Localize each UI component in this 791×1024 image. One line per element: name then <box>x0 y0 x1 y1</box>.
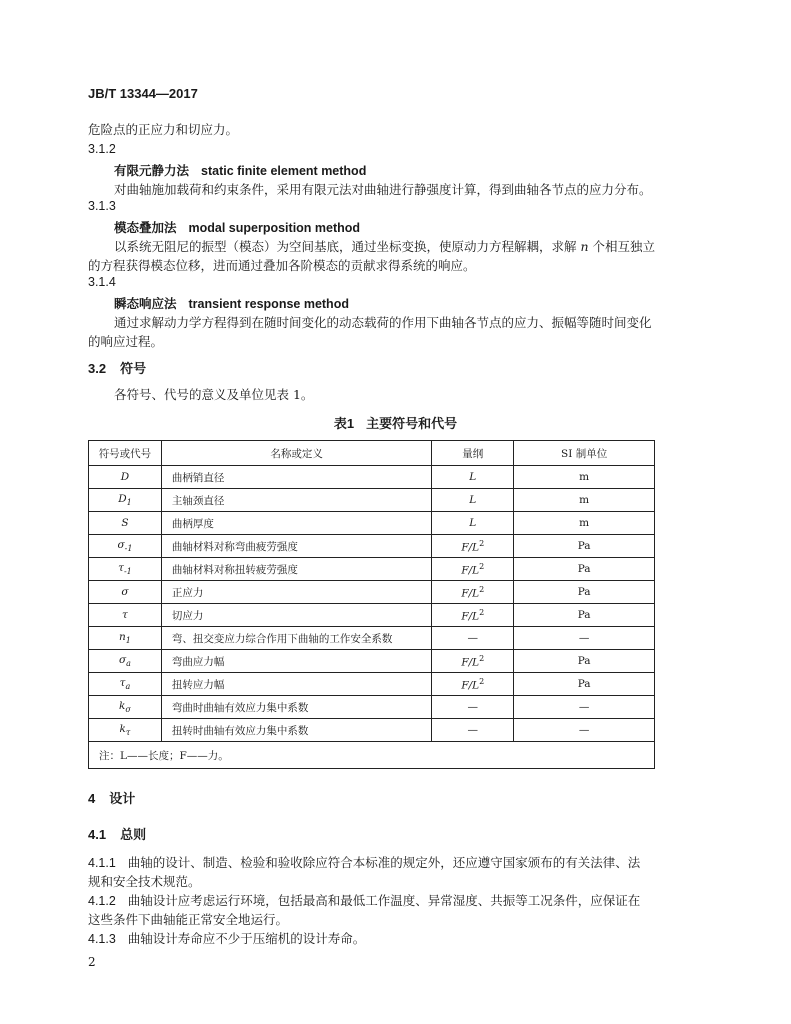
si-unit-cell: — <box>514 719 655 742</box>
dimension-cell: — <box>432 696 514 719</box>
dimension-cell: $F/L^2$ <box>432 558 514 581</box>
clause-number-3-1-4: 3.1.4 <box>88 275 116 289</box>
symbol-cell: $n_1$ <box>89 627 162 650</box>
term-static-fem <box>114 161 366 179</box>
definition-cell: 扭转时曲轴有效应力集中系数 <box>161 719 431 742</box>
definition-cell: 曲轴材料对称弯曲疲劳强度 <box>161 535 431 558</box>
dimension-cell: $F/L^2$ <box>432 581 514 604</box>
table-row <box>89 719 655 742</box>
table-note-row <box>89 742 655 769</box>
term-en: static finite element method <box>201 164 367 178</box>
definition-cell: 弯曲应力幅 <box>161 650 431 673</box>
table-row <box>89 535 655 558</box>
symbol-cell: D <box>89 466 162 489</box>
dimension-cell: $F/L^2$ <box>432 650 514 673</box>
si-unit-cell: — <box>514 627 655 650</box>
si-unit-cell: Pa <box>514 535 655 558</box>
si-unit-cell: — <box>514 696 655 719</box>
dimension-cell: $F/L^2$ <box>432 604 514 627</box>
si-unit-cell: Pa <box>514 673 655 696</box>
term-transient-response <box>114 294 349 312</box>
term-zh: 模态叠加法 <box>114 220 177 235</box>
si-unit-cell: m <box>514 466 655 489</box>
table-row <box>89 466 655 489</box>
dimension-cell: L <box>432 466 514 489</box>
col-header-name: 名称或定义 <box>161 441 431 466</box>
symbol-cell: τ <box>89 604 162 627</box>
section-3-2-text: 各符号、代号的意义及单位见表 1。 <box>114 387 314 402</box>
table-header-row <box>89 441 655 466</box>
table-row <box>89 581 655 604</box>
section-4-1-heading: 4.1 总则 <box>88 827 147 842</box>
col-header-si-unit: SI 制单位 <box>514 441 655 466</box>
dimension-cell: $F/L^2$ <box>432 673 514 696</box>
symbol-cell: S <box>89 512 162 535</box>
symbol-cell: $k_\sigma$ <box>89 696 162 719</box>
section-4-heading: 4 设计 <box>88 791 136 806</box>
table-row <box>89 673 655 696</box>
definition-cell: 曲柄销直径 <box>161 466 431 489</box>
definition-cell: 曲轴材料对称扭转疲劳强度 <box>161 558 431 581</box>
term-modal-superposition <box>114 218 360 236</box>
dimension-cell: — <box>432 719 514 742</box>
term-en: transient response method <box>188 297 349 311</box>
clause-4-1-2-line2: 这些条件下曲轴能正常安全地运行。 <box>88 912 289 927</box>
table-row <box>89 627 655 650</box>
section-3-2-heading: 3.2 符号 <box>88 361 147 376</box>
definition-3-1-4-line1: 通过求解动力学方程得到在随时间变化的动态载荷的作用下曲轴各节点的应力、振幅等随时间变化 <box>114 315 652 330</box>
symbol-cell: $\tau_a$ <box>89 673 162 696</box>
definition-cell: 主轴颈直径 <box>161 489 431 512</box>
symbol-cell: $D_1$ <box>89 489 162 512</box>
symbol-cell: σ <box>89 581 162 604</box>
table-row <box>89 558 655 581</box>
dimension-cell: $F/L^2$ <box>432 535 514 558</box>
definition-cell: 弯曲时曲轴有效应力集中系数 <box>161 696 431 719</box>
clause-4-1-3: 4.1.3 曲轴设计寿命应不少于压缩机的设计寿命。 <box>88 931 366 946</box>
si-unit-cell: Pa <box>514 604 655 627</box>
term-zh: 瞬态响应法 <box>114 296 177 311</box>
definition-3-1-3-line1: 以系统无阻尼的振型（模态）为空间基底，通过坐标变换，使原动力方程解耦，求解 n 个相互独立 <box>114 239 656 254</box>
si-unit-cell: m <box>514 512 655 535</box>
si-unit-cell: m <box>514 489 655 512</box>
definition-cell: 扭转应力幅 <box>161 673 431 696</box>
si-unit-cell: Pa <box>514 581 655 604</box>
symbol-cell: $\tau_{-1}$ <box>89 558 162 581</box>
definition-3-1-2: 对曲轴施加载荷和约束条件，采用有限元法对曲轴进行静强度计算，得到曲轴各节点的应力分布。 <box>114 182 652 197</box>
clause-4-1-1-line2: 规和安全技术规范。 <box>88 874 201 889</box>
clause-number-3-1-2: 3.1.2 <box>88 142 116 156</box>
dimension-cell: L <box>432 512 514 535</box>
definition-3-1-4-line2: 的响应过程。 <box>88 334 164 349</box>
page-number: 2 <box>88 955 96 969</box>
table-caption: 表1 主要符号和代号 <box>333 416 458 431</box>
si-unit-cell: Pa <box>514 558 655 581</box>
table-row <box>89 489 655 512</box>
table-row <box>89 512 655 535</box>
symbol-cell: $\sigma_a$ <box>89 650 162 673</box>
definition-3-1-3-line2: 的方程获得模态位移，进而通过叠加各阶模态的贡献求得系统的响应。 <box>88 258 476 273</box>
term-zh: 有限元静力法 <box>114 163 190 178</box>
clause-4-1-1-line1: 4.1.1 曲轴的设计、制造、检验和验收除应符合本标准的规定外，还应遵守国家颁布的有关法律、法 <box>88 855 641 870</box>
col-header-dimension: 量纲 <box>432 441 514 466</box>
col-header-symbol: 符号或代号 <box>89 441 162 466</box>
dimension-cell: L <box>432 489 514 512</box>
standard-number: JB/T 13344—2017 <box>88 86 198 101</box>
clause-4-1-2-line1: 4.1.2 曲轴设计应考虑运行环境，包括最高和最低工作温度、异常湿度、共振等工况条件，应保证在 <box>88 893 641 908</box>
dimension-cell: — <box>432 627 514 650</box>
definition-cell: 切应力 <box>161 604 431 627</box>
si-unit-cell: Pa <box>514 650 655 673</box>
continued-text: 危险点的正应力和切应力。 <box>88 122 239 137</box>
definition-cell: 曲柄厚度 <box>161 512 431 535</box>
symbol-cell: $\sigma_{-1}$ <box>89 535 162 558</box>
table-row <box>89 650 655 673</box>
definition-cell: 正应力 <box>161 581 431 604</box>
definition-cell: 弯、扭交变应力综合作用下曲轴的工作安全系数 <box>161 627 431 650</box>
symbols-table <box>88 440 655 769</box>
table-row <box>89 604 655 627</box>
clause-number-3-1-3: 3.1.3 <box>88 199 116 213</box>
table-row <box>89 696 655 719</box>
symbol-cell: $k_\tau$ <box>89 719 162 742</box>
term-en: modal superposition method <box>188 221 361 235</box>
table-note: 注：L——长度；F——力。 <box>89 742 655 769</box>
